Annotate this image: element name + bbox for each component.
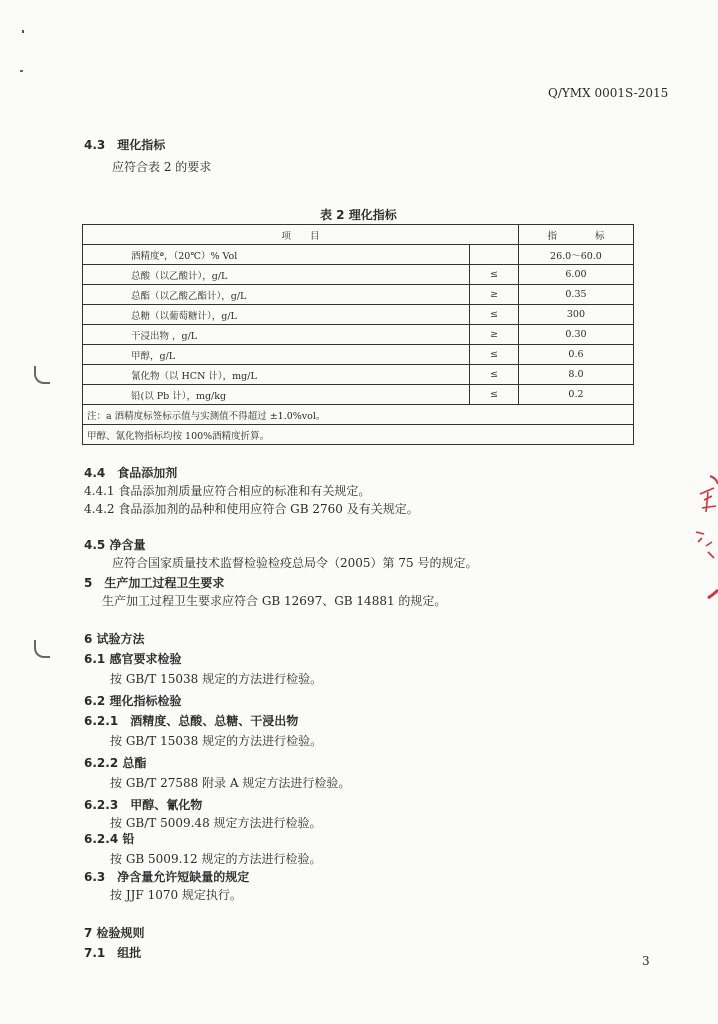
table-note: 注：a 酒精度标签标示值与实测值不得超过 ±1.0%vol。 (83, 405, 634, 425)
table-caption: 表 2 理化指标 (320, 208, 397, 222)
section-6-2-3-heading (84, 796, 202, 813)
table-note-row (83, 425, 634, 445)
row-operator: ≤ (469, 385, 518, 405)
row-item: 总酸（以乙酸计），g/L (83, 265, 470, 285)
section-number: 6.2.1 (84, 714, 119, 728)
scan-speck (20, 70, 23, 72)
section-title: 生产加工过程卫生要求 (104, 576, 225, 590)
section-title: 净含量允许短缺量的规定 (117, 870, 250, 884)
binder-hole-mark (34, 640, 50, 658)
table-row (83, 345, 634, 365)
row-value: 8.0 (518, 365, 633, 385)
section-6-2-1-body: 按 GB/T 15038 规定的方法进行检验。 (110, 734, 323, 748)
section-number: 6.2.3 (84, 798, 119, 812)
section-title: 感官要求检验 (109, 652, 182, 666)
table-row (83, 285, 634, 305)
section-6-2-3-body: 按 GB/T 5009.48 规定方法进行检验。 (110, 816, 322, 830)
section-6-2-1-heading (84, 712, 298, 729)
section-number: 6.2.2 (84, 756, 119, 770)
row-operator (469, 245, 518, 265)
section-6-1-heading (84, 650, 181, 667)
section-title: 食品添加剂 (117, 466, 178, 480)
table-row (83, 305, 634, 325)
binder-hole-mark (34, 366, 50, 384)
section-number: 6.2.4 (84, 832, 119, 846)
row-value: 0.2 (518, 385, 633, 405)
header-item: 项 目 (83, 225, 519, 245)
section-title: 净含量 (109, 538, 146, 552)
section-number: 4.5 (84, 538, 106, 552)
section-4-3-heading (84, 136, 165, 153)
table-row (83, 385, 634, 405)
section-7-1-heading (84, 944, 141, 961)
section-title: 酒精度、总酸、总糖、干浸出物 (130, 714, 299, 728)
table-header-row (83, 225, 634, 245)
row-operator: ≤ (469, 365, 518, 385)
section-4-4-heading (84, 464, 177, 481)
row-operator: ≤ (469, 305, 518, 325)
section-number: 6.2 (84, 694, 106, 708)
row-item: 酒精度ª，（20℃）% Vol (83, 245, 470, 265)
row-value: 0.6 (518, 345, 633, 365)
section-number: 6.3 (84, 870, 106, 884)
section-7-heading: 7 检验规则 (84, 926, 145, 940)
row-operator: ≤ (469, 265, 518, 285)
section-title: 总酯 (122, 756, 147, 770)
table-note-row (83, 405, 634, 425)
page-number: 3 (642, 954, 650, 968)
section-number: 5 (84, 576, 93, 590)
section-6-2-2-heading (84, 754, 146, 771)
row-value: 26.0～60.0 (518, 245, 633, 265)
section-title: 甲醇、氰化物 (130, 798, 203, 812)
row-item: 干浸出物 ，g/L (83, 325, 470, 345)
scan-speck (22, 30, 24, 33)
section-number: 6.1 (84, 652, 106, 666)
section-title: 铅 (122, 832, 135, 846)
section-number: 4.4 (84, 466, 106, 480)
section-title: 组批 (117, 946, 142, 960)
section-6-1-body: 按 GB/T 15038 规定的方法进行检验。 (110, 672, 323, 686)
clause-4-4-2: 4.4.2 食品添加剂的品种和使用应符合 GB 2760 及有关规定。 (84, 502, 419, 516)
standard-number: Q/YMX 0001S-2015 (548, 86, 669, 100)
section-5-body: 生产加工过程卫生要求应符合 GB 12697、GB 14881 的规定。 (102, 594, 447, 608)
row-item: 甲醇，g/L (83, 345, 470, 365)
section-title: 理化指标检验 (109, 694, 182, 708)
row-value: 300 (518, 305, 633, 325)
section-title: 理化指标 (117, 138, 166, 152)
section-6-heading: 6 试验方法 (84, 632, 145, 646)
section-6-3-heading (84, 868, 249, 885)
red-seal-stamp (690, 472, 718, 612)
row-value: 0.30 (518, 325, 633, 345)
section-4-3-body: 应符合表 2 的要求 (112, 160, 212, 174)
row-operator: ≤ (469, 345, 518, 365)
row-operator: ≥ (469, 285, 518, 305)
section-number: 7.1 (84, 946, 106, 960)
spec-table (82, 224, 634, 445)
header-value: 指 标 (518, 225, 633, 245)
table-row (83, 245, 634, 265)
section-5-heading (84, 574, 224, 591)
section-6-2-2-body: 按 GB/T 27588 附录 A 规定方法进行检验。 (110, 776, 351, 790)
section-6-2-heading (84, 692, 181, 709)
section-4-5-heading (84, 536, 145, 553)
section-4-5-body: 应符合国家质量技术监督检验检疫总局令（2005）第 75 号的规定。 (112, 556, 478, 570)
row-item: 氰化物（以 HCN 计），mg/L (83, 365, 470, 385)
clause-4-4-1: 4.4.1 食品添加剂质量应符合相应的标准和有关规定。 (84, 484, 371, 498)
row-item: 铅(以 Pb 计），mg/kg (83, 385, 470, 405)
row-item: 总酯（以乙酸乙酯计），g/L (83, 285, 470, 305)
section-number: 4.3 (84, 138, 106, 152)
row-value: 6.00 (518, 265, 633, 285)
table-note: 甲醇、氰化物指标均按 100%酒精度折算。 (83, 425, 634, 445)
section-6-2-4-body: 按 GB 5009.12 规定的方法进行检验。 (110, 852, 322, 866)
row-item: 总糖（以葡萄糖计），g/L (83, 305, 470, 325)
table-row (83, 325, 634, 345)
row-operator: ≥ (469, 325, 518, 345)
section-6-2-4-heading (84, 830, 134, 847)
table-row (83, 365, 634, 385)
section-6-3-body: 按 JJF 1070 规定执行。 (110, 888, 242, 902)
row-value: 0.35 (518, 285, 633, 305)
table-row (83, 265, 634, 285)
